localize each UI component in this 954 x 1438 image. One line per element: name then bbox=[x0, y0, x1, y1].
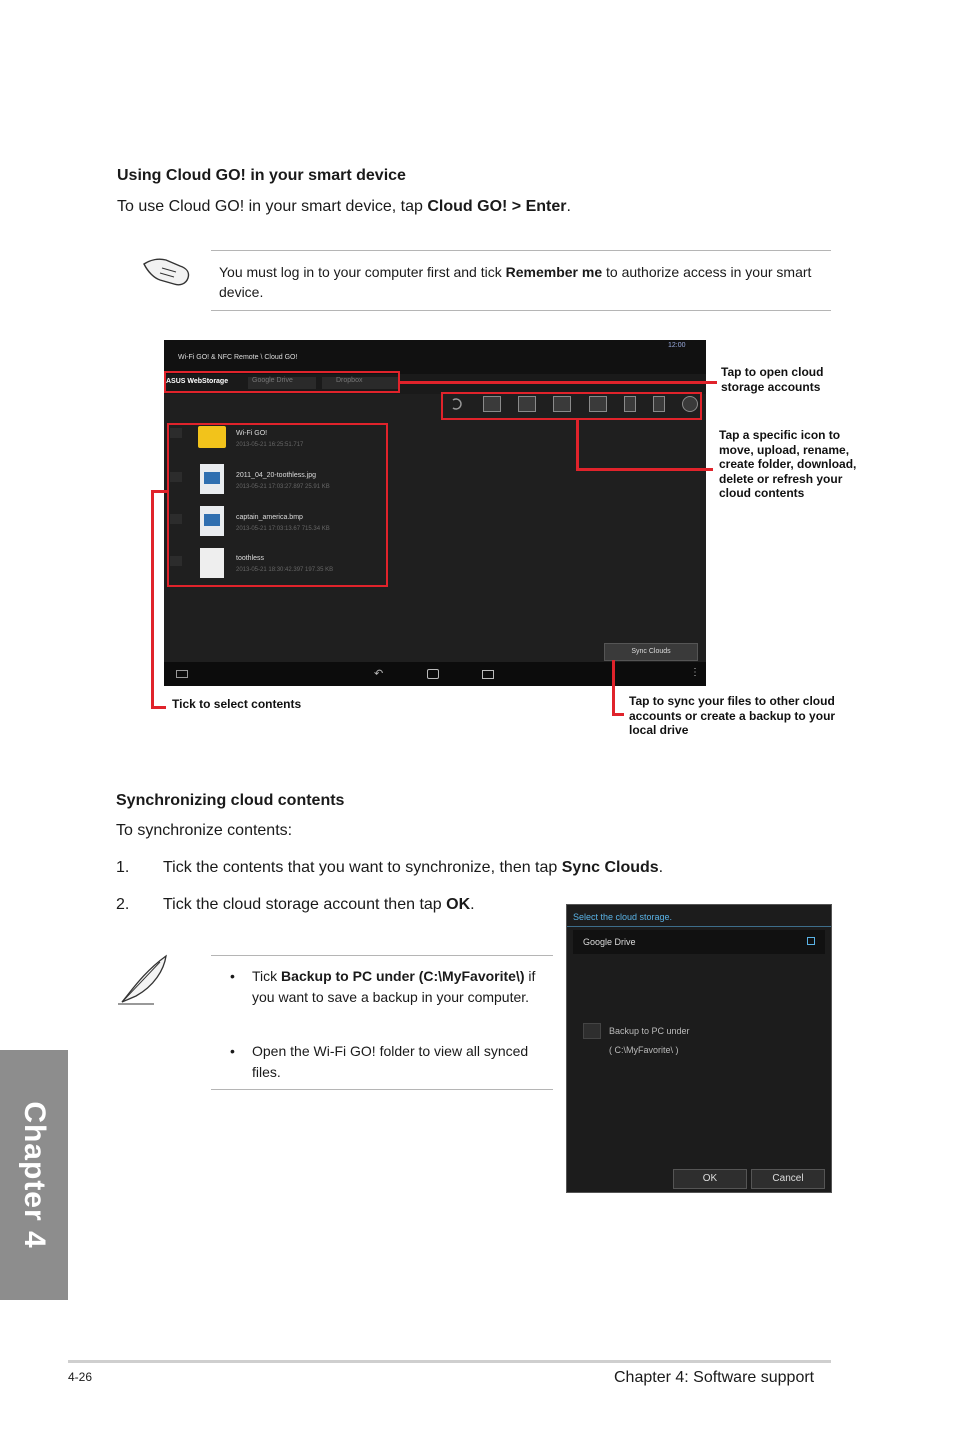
step-text bbox=[163, 896, 475, 914]
file-meta: 2013-05-21 17:03:27.897 25.91 KB bbox=[236, 484, 330, 490]
callout-specific-icon: Tap a specific icon to move, upload, rename, create folder, download, delete or refresh your cloud contents bbox=[719, 428, 857, 500]
step-bold: OK bbox=[446, 896, 471, 913]
recent-apps-icon[interactable] bbox=[482, 670, 494, 679]
file-name[interactable]: captain_america.bmp bbox=[236, 514, 303, 521]
backup-path: ( C:\MyFavorite\ ) bbox=[609, 1045, 679, 1055]
ok-button[interactable]: OK bbox=[673, 1169, 747, 1189]
file-name[interactable]: 2011_04_20-toothless.jpg bbox=[236, 472, 317, 479]
tab-asus-webstorage[interactable]: ASUS WebStorage bbox=[166, 378, 229, 385]
callout-line-sync-h bbox=[612, 713, 624, 716]
toolbar-highlight-box bbox=[441, 392, 702, 420]
callout-tick-select: Tick to select contents bbox=[172, 697, 302, 711]
option-google-drive[interactable]: Google Drive bbox=[583, 937, 636, 947]
step-text-post: . bbox=[470, 896, 475, 913]
note-top-rule bbox=[211, 250, 831, 251]
step-text-pre: Tick the cloud storage account then tap bbox=[163, 896, 447, 913]
feather-note-icon bbox=[114, 952, 174, 1008]
menu-icon[interactable]: ⋮ bbox=[690, 667, 700, 678]
note2-text: Tick bbox=[252, 968, 282, 984]
callout-line-files-end bbox=[151, 706, 166, 709]
note2-bullet-wifi-go: Open the Wi-Fi GO! folder to view all synced files. bbox=[252, 1043, 529, 1080]
tabs-highlight-box bbox=[164, 371, 400, 393]
backup-checkbox[interactable] bbox=[583, 1023, 601, 1039]
cancel-button[interactable]: Cancel bbox=[751, 1169, 825, 1189]
bullet-icon: • bbox=[230, 1043, 235, 1059]
back-icon[interactable]: ↶ bbox=[374, 668, 384, 680]
footer-rule bbox=[68, 1360, 831, 1363]
intro-text: To use Cloud GO! in your smart device, tap bbox=[117, 198, 428, 215]
step-number: 1. bbox=[116, 859, 130, 876]
sync-clouds-button[interactable]: Sync Clouds bbox=[604, 643, 698, 661]
tab-dropbox[interactable]: Dropbox bbox=[322, 377, 400, 389]
bullet-icon: • bbox=[230, 968, 235, 984]
backup-label: Backup to PC under bbox=[609, 1026, 690, 1036]
callout-line-tabs bbox=[400, 381, 717, 384]
note-bottom-rule bbox=[211, 310, 831, 311]
callout-line-sync-v bbox=[612, 660, 615, 716]
step-number: 2. bbox=[116, 896, 130, 913]
file-name[interactable]: toothless bbox=[236, 555, 265, 562]
note2-bullet-backup bbox=[252, 966, 552, 1007]
page-number: 4-26 bbox=[68, 1370, 93, 1384]
file-meta: 2013-05-21 17:03:13.67 715.34 KB bbox=[236, 526, 330, 532]
select-cloud-storage-dialog bbox=[566, 904, 832, 1193]
step-text-pre: Tick the contents that you want to synchronize, then tap bbox=[163, 859, 562, 876]
hand-note-icon bbox=[140, 250, 194, 290]
note-bold: Remember me bbox=[505, 264, 603, 280]
step-text bbox=[163, 859, 663, 877]
step-bold: Sync Clouds bbox=[561, 859, 659, 876]
file-meta: 2013-05-21 18:30:42.397 197.35 KB bbox=[236, 567, 334, 573]
file-meta: 2013-05-21 16:25:51.717 bbox=[236, 442, 304, 448]
screenshot-nav-icon[interactable] bbox=[176, 670, 188, 678]
section2-intro: To synchronize contents: bbox=[116, 822, 293, 839]
note2-text-end: if you want to save a backup in your computer. bbox=[252, 968, 536, 1005]
note2-bottom-rule bbox=[211, 1089, 553, 1090]
dialog-title: Select the cloud storage. bbox=[573, 912, 673, 922]
callout-line-toolbar-v bbox=[576, 420, 579, 471]
callout-line-toolbar-h bbox=[576, 468, 713, 471]
note-text-end: to authorize access in your smart device. bbox=[219, 264, 812, 300]
dialog-title-rule bbox=[567, 926, 831, 927]
section-heading-synchronizing: Synchronizing cloud contents bbox=[116, 792, 345, 809]
note-remember-me bbox=[219, 262, 825, 302]
intro-bold: Cloud GO! > Enter bbox=[427, 198, 567, 215]
section-heading-using-cloud-go: Using Cloud GO! in your smart device bbox=[117, 167, 406, 184]
chapter-tab-label: Chapter 4 bbox=[18, 1101, 51, 1249]
status-time: 12:00 bbox=[668, 342, 686, 349]
chapter-side-tab bbox=[0, 1050, 68, 1300]
home-icon[interactable] bbox=[427, 669, 439, 679]
callout-line-files-v bbox=[151, 490, 154, 708]
callout-open-cloud: Tap to open cloud storage accounts bbox=[721, 365, 824, 394]
section-intro bbox=[117, 198, 571, 216]
footer-chapter-title: Chapter 4: Software support bbox=[614, 1369, 815, 1386]
file-name[interactable]: Wi-Fi GO! bbox=[236, 430, 268, 437]
step-text-post: . bbox=[658, 859, 664, 876]
note2-top-rule bbox=[211, 955, 553, 956]
note-text: You must log in to your computer first and tick bbox=[219, 264, 506, 280]
files-highlight-box bbox=[167, 423, 388, 587]
callout-sync: Tap to sync your files to other cloud accounts or create a backup to your local drive bbox=[629, 694, 836, 737]
intro-post: . bbox=[566, 198, 571, 215]
option-checkbox[interactable] bbox=[807, 937, 815, 945]
note2-bold: Backup to PC under (C:\MyFavorite\) bbox=[281, 968, 525, 984]
app-title: Wi-Fi GO! & NFC Remote \ Cloud GO! bbox=[178, 354, 298, 361]
tab-google-drive[interactable]: Google Drive bbox=[248, 377, 316, 389]
